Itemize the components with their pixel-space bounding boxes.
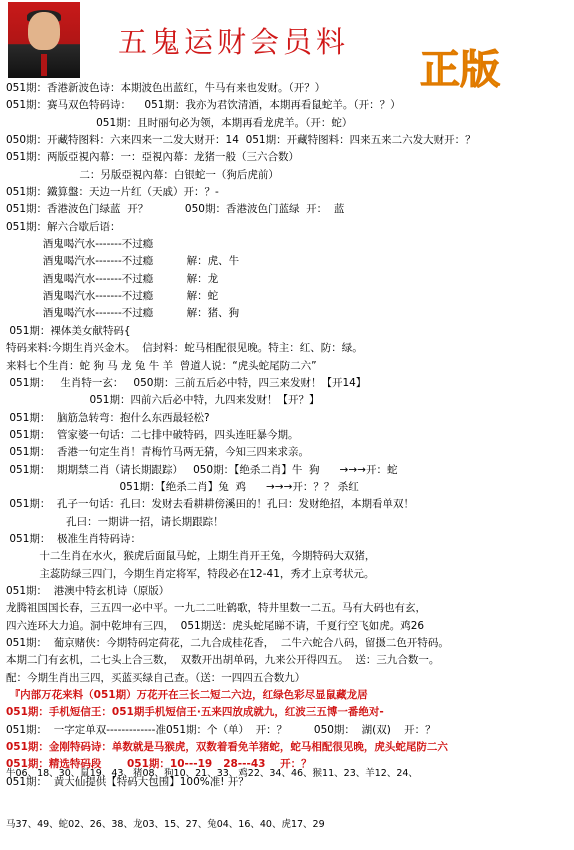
text-line: 051期：精选特码段 051期：10---19 28---43 开：？: [6, 758, 312, 771]
text-line: 051期： 管家婆一句话：二七排中破特码，四头连旺暴今期。: [6, 428, 299, 441]
text-line: 051期：裸体美女献特码{: [6, 324, 131, 337]
text-line: 051期：【绝杀二肖】兔 鸡 →→→开：？？ 杀红: [6, 480, 359, 493]
text-line: 051期：手机短信王：051期手机短信王·五来四放成就九，红波三五博一番绝对-: [6, 706, 384, 719]
text-line: 051期：赛马双色特码诗： 051期：我亦为君饮清酒，本期再看鼠蛇羊。（开：？）: [6, 99, 401, 112]
text-line: 酒鬼喝汽水-------不过瘾 解：蛇: [6, 290, 219, 303]
text-line: 051期：且时丽句必为领，本期再看龙虎羊。（开：蛇）: [6, 116, 353, 129]
portrait-face: [28, 12, 60, 50]
text-line: 051期： 一字定单双-------------准051期：个（单） 开：？ 050期： 湖(双) 开：？: [6, 723, 436, 736]
text-line: 酒鬼喝汽水-------不过瘾: [6, 238, 154, 251]
zodiac-number-table: [6, 731, 418, 850]
text-line: 051期：香港新波色诗：本期波色出蓝红，牛马有来也发财。（开？）: [6, 82, 326, 94]
member-portrait-photo: [8, 2, 80, 78]
text-line: 050期：开藏特图料：六来四来一二发大财开：14 051期：开藏特图料：四来五来二六发大财开：？: [6, 134, 476, 147]
portrait-tie: [41, 54, 47, 76]
authentic-stamp: 正版: [420, 47, 500, 93]
text-line: 051期： 港澳中特玄机诗（原版）: [6, 584, 170, 597]
text-line: 配：今期生肖出三四，买蓝买绿自己查。（送：一四四五合数九）: [6, 671, 306, 684]
zodiac-row: 马37、49、蛇02、26、38、龙03、15、27、兔04、16、40、虎17、29: [6, 819, 325, 830]
text-line: 051期： 生肖特一玄： 050期：三前五后必中特，四三来发财！【开14】: [6, 376, 367, 389]
text-line: 酒鬼喝汽水-------不过瘾 解：虎、牛: [6, 255, 240, 268]
text-line: 051期：金刚特码诗：单数就是马猴虎，双数着看免羊猪蛇，蛇马相配很见晚，虎头蛇尾防二六: [6, 741, 448, 754]
zodiac-row: 牛06、18、30、鼠19、43、猪08、狗10、21、33、鸡22、34、46、猴11、23、羊12、24、: [6, 768, 418, 779]
text-line: 051期： 极准生肖特码诗：: [6, 532, 142, 545]
text-line: 051期：四前六后必中特，九四来发财！【开？】: [6, 394, 320, 407]
text-line: 『内部万花来料（051期）万花开在三长二短二六边，红绿色彩尽显鼠藏龙居: [6, 689, 368, 702]
text-line: 051期： 脑筋急转弯：抱什么东西最轻松?: [6, 411, 210, 424]
text-line: 051期：两版亞視內幕：一：亞視內幕：龙猪一般（三六合数）: [6, 151, 300, 164]
text-line: 本期二门有玄机，二七头上合三数， 双数开出胡单码，九来公开得四五。 送：三九合数一。: [6, 654, 440, 667]
text-line: 051期： 黄大仙提供【特码大包围】100%准! 开？: [6, 775, 249, 788]
text-line: 051期： 香港一句定生肖！青梅竹马两无猜，今知三四来求亲。: [6, 446, 310, 459]
text-line: 051期：解六合歇后语：: [6, 220, 121, 233]
text-line: 051期：香港波色门绿蓝 开？ 050期：香港波色门蓝绿 开： 蓝: [6, 203, 345, 216]
text-line: 酒鬼喝汽水-------不过瘾 解：猪、狗: [6, 307, 240, 320]
text-line: 051期：鐵算盤：天边一片红（天戚）开：？-: [6, 186, 219, 199]
text-line: 十二生肖在水火，猴虎后面鼠马蛇，上期生肖开王兔，今期特码大双猪，: [6, 550, 376, 563]
text-line: 051期： 期期禁二肖（请长期跟踪） 050期：【绝杀二肖】牛 狗 →→→开：蛇: [6, 463, 398, 476]
text-line: 二：另版亞視內幕：白银蛇一（狗后虎前）: [6, 168, 279, 181]
text-line: 龙腾祖国国长春，三五四一必中平。一九二二吐鹤歌，特井里数一二五。马有大码也有玄，: [6, 602, 426, 615]
text-line: 051期： 葡京赌侠：今期特码定荷花，二九合成桂花香， 二牛六蛇合八码，留摄二色开特码。: [6, 637, 449, 649]
prediction-lines: [6, 80, 570, 791]
text-line: 来料七个生肖：蛇 狗 马 龙 兔 牛 羊 曾道人说：“虎头蛇尾防二六”: [6, 359, 317, 372]
text-line: 特码来料:今期生肖兴金木。 信封料：蛇马相配很见晚。特主：红、防：绿。: [6, 342, 363, 355]
page-title: 五鬼运财会员料: [118, 25, 350, 59]
text-line: 051期： 孔子一句话：孔曰：发财去看耕耕傍溪田的！孔曰：发财绝招，本期看单双！: [6, 498, 415, 511]
text-line: 主蕊防绿三四门，今期生肖定将军，特段必在12-41，秀才上京考状元。: [6, 567, 375, 580]
text-line: 酒鬼喝汽水-------不过瘾 解：龙: [6, 272, 219, 285]
text-line: 孔曰：一期讲一招，请长期跟踪！: [6, 515, 224, 528]
text-line: 四六连环大力追。洞中乾坤有三四， 051期送：虎头蛇尾睇不请，千夏行空飞如虎。鸡26: [6, 619, 425, 632]
